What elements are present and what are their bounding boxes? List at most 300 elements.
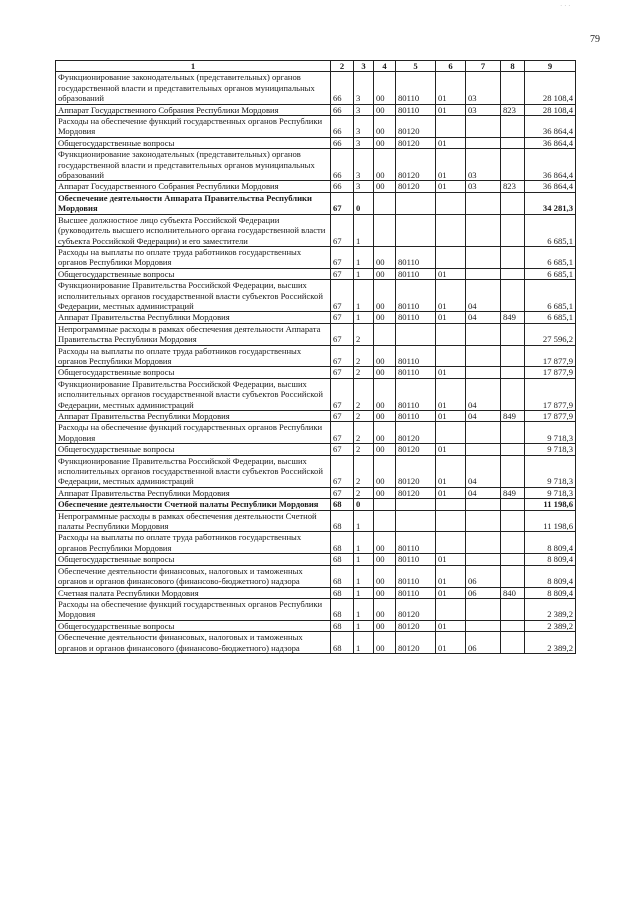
- amount-cell: 36 864,4: [525, 149, 576, 181]
- code-subsection-cell: [466, 323, 501, 345]
- column-header: 2: [331, 61, 354, 72]
- code-program-cell: 3: [354, 137, 374, 148]
- code-admin-cell: 68: [331, 632, 354, 654]
- code-expense-type-cell: [501, 598, 525, 620]
- table-row: [56, 487, 576, 498]
- code-section-cell: 01: [436, 72, 466, 104]
- table-row: [56, 137, 576, 148]
- code-section-cell: [436, 214, 466, 246]
- item-name-cell: Общегосударственные вопросы: [56, 367, 331, 378]
- code-section-cell: 01: [436, 280, 466, 312]
- code-subsection-cell: 06: [466, 587, 501, 598]
- code-target-cell: 80120: [396, 137, 436, 148]
- code-subprogram-cell: 00: [374, 268, 396, 279]
- code-section-cell: [436, 422, 466, 444]
- code-subprogram-cell: 00: [374, 280, 396, 312]
- code-subsection-cell: [466, 422, 501, 444]
- code-subprogram-cell: 00: [374, 149, 396, 181]
- budget-table: [55, 60, 576, 654]
- table-row: [56, 632, 576, 654]
- amount-cell: 9 718,3: [525, 487, 576, 498]
- code-expense-type-cell: [501, 378, 525, 410]
- code-section-cell: 01: [436, 149, 466, 181]
- code-program-cell: 1: [354, 632, 374, 654]
- item-name-cell: Высшее должностное лицо субъекта Российской Федерации (руководитель высшего исполнительного органа государственной власти субъекта Российской Федерации) и его заместители: [56, 214, 331, 246]
- code-subsection-cell: 04: [466, 312, 501, 323]
- code-admin-cell: 66: [331, 72, 354, 104]
- code-subprogram-cell: 00: [374, 444, 396, 455]
- code-program-cell: 2: [354, 411, 374, 422]
- code-expense-type-cell: [501, 444, 525, 455]
- code-program-cell: 0: [354, 192, 374, 214]
- table-row: [56, 587, 576, 598]
- amount-cell: 36 864,4: [525, 116, 576, 138]
- code-admin-cell: 68: [331, 620, 354, 631]
- code-target-cell: 80110: [396, 268, 436, 279]
- amount-cell: 11 198,6: [525, 510, 576, 532]
- table-row: [56, 214, 576, 246]
- code-section-cell: 01: [436, 620, 466, 631]
- code-subprogram-cell: 00: [374, 598, 396, 620]
- code-expense-type-cell: [501, 367, 525, 378]
- code-expense-type-cell: [501, 214, 525, 246]
- code-program-cell: 2: [354, 367, 374, 378]
- code-subprogram-cell: 00: [374, 137, 396, 148]
- amount-cell: 6 685,1: [525, 280, 576, 312]
- code-subprogram-cell: 00: [374, 246, 396, 268]
- code-subprogram-cell: [374, 192, 396, 214]
- code-section-cell: 01: [436, 444, 466, 455]
- code-admin-cell: 66: [331, 137, 354, 148]
- code-target-cell: 80110: [396, 246, 436, 268]
- code-subsection-cell: [466, 444, 501, 455]
- table-row: [56, 323, 576, 345]
- code-expense-type-cell: 849: [501, 487, 525, 498]
- code-admin-cell: 68: [331, 510, 354, 532]
- table-row: [56, 280, 576, 312]
- code-subsection-cell: 04: [466, 378, 501, 410]
- item-name-cell: Функционирование законодательных (представительных) органов государственной власти и представительных органов муниципальных образований: [56, 72, 331, 104]
- item-name-cell: Обеспечение деятельности Счетной палаты Республики Мордовия: [56, 499, 331, 510]
- table-row: [56, 345, 576, 367]
- column-header: 4: [374, 61, 396, 72]
- code-expense-type-cell: [501, 532, 525, 554]
- code-section-cell: [436, 246, 466, 268]
- table-row: [56, 532, 576, 554]
- code-target-cell: [396, 323, 436, 345]
- code-target-cell: 80110: [396, 565, 436, 587]
- item-name-cell: Функционирование законодательных (представительных) органов государственной власти и представительных органов муниципальных образований: [56, 149, 331, 181]
- code-program-cell: 1: [354, 620, 374, 631]
- code-admin-cell: 68: [331, 565, 354, 587]
- code-admin-cell: 67: [331, 214, 354, 246]
- code-expense-type-cell: [501, 268, 525, 279]
- table-row: [56, 72, 576, 104]
- code-subsection-cell: 04: [466, 455, 501, 487]
- header-row: [56, 61, 576, 72]
- code-expense-type-cell: 823: [501, 104, 525, 115]
- code-program-cell: 3: [354, 72, 374, 104]
- table-row: [56, 367, 576, 378]
- table-row: [56, 116, 576, 138]
- code-section-cell: 01: [436, 268, 466, 279]
- code-subsection-cell: [466, 554, 501, 565]
- item-name-cell: Расходы на выплаты по оплате труда работников государственных органов Республики Мордовия: [56, 532, 331, 554]
- code-expense-type-cell: [501, 499, 525, 510]
- code-section-cell: [436, 116, 466, 138]
- code-expense-type-cell: [501, 422, 525, 444]
- code-target-cell: 80110: [396, 312, 436, 323]
- item-name-cell: Аппарат Правительства Республики Мордовия: [56, 411, 331, 422]
- code-section-cell: 01: [436, 565, 466, 587]
- code-admin-cell: 66: [331, 149, 354, 181]
- code-subprogram-cell: 00: [374, 116, 396, 138]
- code-program-cell: 3: [354, 116, 374, 138]
- item-name-cell: Счетная палата Республики Мордовия: [56, 587, 331, 598]
- code-program-cell: 1: [354, 587, 374, 598]
- code-expense-type-cell: 823: [501, 181, 525, 192]
- item-name-cell: Общегосударственные вопросы: [56, 444, 331, 455]
- code-section-cell: 01: [436, 104, 466, 115]
- amount-cell: 28 108,4: [525, 104, 576, 115]
- item-name-cell: Общегосударственные вопросы: [56, 268, 331, 279]
- code-subsection-cell: 04: [466, 280, 501, 312]
- code-target-cell: 80120: [396, 632, 436, 654]
- code-subsection-cell: [466, 345, 501, 367]
- code-admin-cell: 67: [331, 268, 354, 279]
- code-expense-type-cell: [501, 620, 525, 631]
- item-name-cell: Общегосударственные вопросы: [56, 554, 331, 565]
- code-program-cell: 2: [354, 345, 374, 367]
- amount-cell: 9 718,3: [525, 444, 576, 455]
- code-subsection-cell: 04: [466, 411, 501, 422]
- code-subsection-cell: 06: [466, 632, 501, 654]
- code-section-cell: 01: [436, 554, 466, 565]
- code-subprogram-cell: 00: [374, 587, 396, 598]
- code-subsection-cell: [466, 192, 501, 214]
- code-expense-type-cell: [501, 632, 525, 654]
- code-admin-cell: 66: [331, 181, 354, 192]
- amount-cell: 2 389,2: [525, 598, 576, 620]
- amount-cell: 8 809,4: [525, 554, 576, 565]
- code-admin-cell: 68: [331, 598, 354, 620]
- code-program-cell: 1: [354, 214, 374, 246]
- code-subprogram-cell: 00: [374, 181, 396, 192]
- table-row: [56, 444, 576, 455]
- column-header: 5: [396, 61, 436, 72]
- code-expense-type-cell: 849: [501, 411, 525, 422]
- code-program-cell: 2: [354, 455, 374, 487]
- code-expense-type-cell: [501, 345, 525, 367]
- table-row: [56, 411, 576, 422]
- item-name-cell: Аппарат Правительства Республики Мордовия: [56, 487, 331, 498]
- code-subprogram-cell: 00: [374, 411, 396, 422]
- code-subprogram-cell: 00: [374, 455, 396, 487]
- code-admin-cell: 67: [331, 312, 354, 323]
- code-target-cell: 80110: [396, 378, 436, 410]
- item-name-cell: Обеспечение деятельности финансовых, налоговых и таможенных органов и органов финансового (финансово-бюджетного) надзора: [56, 632, 331, 654]
- item-name-cell: Аппарат Государственного Собрания Республики Мордовия: [56, 104, 331, 115]
- code-program-cell: 3: [354, 149, 374, 181]
- code-admin-cell: 67: [331, 444, 354, 455]
- item-name-cell: Расходы на обеспечение функций государственных органов Республики Мордовия: [56, 598, 331, 620]
- amount-cell: 17 877,9: [525, 345, 576, 367]
- code-target-cell: 80110: [396, 532, 436, 554]
- code-expense-type-cell: [501, 72, 525, 104]
- code-section-cell: [436, 345, 466, 367]
- code-admin-cell: 67: [331, 411, 354, 422]
- code-admin-cell: 67: [331, 487, 354, 498]
- table-row: [56, 149, 576, 181]
- table-row: [56, 378, 576, 410]
- code-subprogram-cell: 00: [374, 104, 396, 115]
- table-row: [56, 268, 576, 279]
- item-name-cell: Расходы на обеспечение функций государственных органов Республики Мордовия: [56, 422, 331, 444]
- code-admin-cell: 67: [331, 280, 354, 312]
- code-target-cell: 80110: [396, 411, 436, 422]
- amount-cell: 17 877,9: [525, 367, 576, 378]
- code-program-cell: 1: [354, 246, 374, 268]
- code-program-cell: 1: [354, 280, 374, 312]
- code-subsection-cell: 06: [466, 565, 501, 587]
- table-body: [56, 72, 576, 654]
- code-section-cell: 01: [436, 455, 466, 487]
- amount-cell: 9 718,3: [525, 455, 576, 487]
- amount-cell: 6 685,1: [525, 246, 576, 268]
- code-program-cell: 2: [354, 323, 374, 345]
- code-admin-cell: 67: [331, 192, 354, 214]
- table-row: [56, 620, 576, 631]
- code-subprogram-cell: 00: [374, 565, 396, 587]
- code-subprogram-cell: [374, 499, 396, 510]
- corner-mark: · · ·: [560, 2, 571, 10]
- code-target-cell: 80120: [396, 116, 436, 138]
- code-target-cell: 80110: [396, 367, 436, 378]
- code-expense-type-cell: [501, 137, 525, 148]
- item-name-cell: Непрограммные расходы в рамках обеспечения деятельности Счетной палаты Республики Мордовия: [56, 510, 331, 532]
- code-target-cell: 80120: [396, 149, 436, 181]
- table-row: [56, 312, 576, 323]
- code-subprogram-cell: 00: [374, 345, 396, 367]
- amount-cell: 36 864,4: [525, 137, 576, 148]
- code-section-cell: [436, 499, 466, 510]
- code-expense-type-cell: [501, 149, 525, 181]
- table-row: [56, 104, 576, 115]
- code-subprogram-cell: 00: [374, 422, 396, 444]
- code-admin-cell: 68: [331, 587, 354, 598]
- column-header: 7: [466, 61, 501, 72]
- code-expense-type-cell: [501, 192, 525, 214]
- code-subprogram-cell: [374, 510, 396, 532]
- item-name-cell: Расходы на выплаты по оплате труда работников государственных органов Республики Мордовия: [56, 246, 331, 268]
- code-subsection-cell: [466, 246, 501, 268]
- code-program-cell: 1: [354, 554, 374, 565]
- amount-cell: 6 685,1: [525, 312, 576, 323]
- code-admin-cell: 68: [331, 499, 354, 510]
- code-target-cell: [396, 499, 436, 510]
- code-subprogram-cell: 00: [374, 554, 396, 565]
- item-name-cell: Непрограммные расходы в рамках обеспечения деятельности Аппарата Правительства Республики Мордовия: [56, 323, 331, 345]
- item-name-cell: Расходы на выплаты по оплате труда работников государственных органов Республики Мордовия: [56, 345, 331, 367]
- code-target-cell: [396, 214, 436, 246]
- code-target-cell: 80120: [396, 598, 436, 620]
- amount-cell: 2 389,2: [525, 620, 576, 631]
- table-row: [56, 192, 576, 214]
- code-subprogram-cell: 00: [374, 487, 396, 498]
- code-expense-type-cell: [501, 116, 525, 138]
- code-subsection-cell: [466, 532, 501, 554]
- code-subprogram-cell: 00: [374, 620, 396, 631]
- code-subprogram-cell: 00: [374, 532, 396, 554]
- code-admin-cell: 67: [331, 378, 354, 410]
- code-admin-cell: 67: [331, 246, 354, 268]
- code-admin-cell: 67: [331, 455, 354, 487]
- amount-cell: 34 281,3: [525, 192, 576, 214]
- code-target-cell: 80110: [396, 554, 436, 565]
- table-row: [56, 499, 576, 510]
- column-header: 8: [501, 61, 525, 72]
- code-target-cell: 80120: [396, 181, 436, 192]
- code-expense-type-cell: 840: [501, 587, 525, 598]
- code-subsection-cell: [466, 214, 501, 246]
- item-name-cell: Функционирование Правительства Российской Федерации, высших исполнительных органов государственной власти субъектов Российской Федерации, местных администраций: [56, 455, 331, 487]
- item-name-cell: Общегосударственные вопросы: [56, 137, 331, 148]
- page-number: 79: [590, 34, 600, 45]
- code-subprogram-cell: 00: [374, 378, 396, 410]
- code-target-cell: [396, 192, 436, 214]
- code-target-cell: 80110: [396, 345, 436, 367]
- item-name-cell: Функционирование Правительства Российской Федерации, высших исполнительных органов государственной власти субъектов Российской Федерации, местных администраций: [56, 280, 331, 312]
- code-expense-type-cell: [501, 554, 525, 565]
- code-target-cell: 80120: [396, 620, 436, 631]
- code-program-cell: 0: [354, 499, 374, 510]
- code-subsection-cell: 04: [466, 487, 501, 498]
- item-name-cell: Обеспечение деятельности Аппарата Правительства Республики Мордовия: [56, 192, 331, 214]
- code-program-cell: 1: [354, 312, 374, 323]
- code-subprogram-cell: [374, 214, 396, 246]
- code-program-cell: 2: [354, 378, 374, 410]
- code-subsection-cell: [466, 499, 501, 510]
- code-section-cell: 01: [436, 632, 466, 654]
- code-program-cell: 1: [354, 532, 374, 554]
- table-row: [56, 554, 576, 565]
- amount-cell: 6 685,1: [525, 268, 576, 279]
- column-header: 6: [436, 61, 466, 72]
- table-row: [56, 565, 576, 587]
- amount-cell: 8 809,4: [525, 587, 576, 598]
- code-admin-cell: 68: [331, 554, 354, 565]
- code-subsection-cell: [466, 268, 501, 279]
- code-section-cell: 01: [436, 487, 466, 498]
- code-program-cell: 1: [354, 510, 374, 532]
- code-subsection-cell: [466, 598, 501, 620]
- code-target-cell: 80110: [396, 280, 436, 312]
- amount-cell: 27 596,2: [525, 323, 576, 345]
- code-program-cell: 2: [354, 444, 374, 455]
- code-program-cell: 1: [354, 565, 374, 587]
- code-program-cell: 2: [354, 487, 374, 498]
- code-expense-type-cell: [501, 455, 525, 487]
- item-name-cell: Аппарат Государственного Собрания Республики Мордовия: [56, 181, 331, 192]
- code-section-cell: [436, 323, 466, 345]
- table-row: [56, 246, 576, 268]
- item-name-cell: Обеспечение деятельности финансовых, налоговых и таможенных органов и органов финансового (финансово-бюджетного) надзора: [56, 565, 331, 587]
- column-header: 3: [354, 61, 374, 72]
- code-section-cell: 01: [436, 367, 466, 378]
- code-target-cell: [396, 510, 436, 532]
- code-subsection-cell: [466, 116, 501, 138]
- code-expense-type-cell: [501, 280, 525, 312]
- code-program-cell: 1: [354, 598, 374, 620]
- code-subprogram-cell: 00: [374, 72, 396, 104]
- code-section-cell: [436, 510, 466, 532]
- code-subprogram-cell: 00: [374, 632, 396, 654]
- code-subsection-cell: [466, 367, 501, 378]
- amount-cell: 28 108,4: [525, 72, 576, 104]
- table-row: [56, 455, 576, 487]
- amount-cell: 8 809,4: [525, 565, 576, 587]
- code-admin-cell: 67: [331, 323, 354, 345]
- code-section-cell: 01: [436, 181, 466, 192]
- item-name-cell: Общегосударственные вопросы: [56, 620, 331, 631]
- code-section-cell: 01: [436, 587, 466, 598]
- code-program-cell: 1: [354, 268, 374, 279]
- code-section-cell: 01: [436, 378, 466, 410]
- amount-cell: 36 864,4: [525, 181, 576, 192]
- amount-cell: 6 685,1: [525, 214, 576, 246]
- code-subsection-cell: 03: [466, 104, 501, 115]
- code-section-cell: [436, 532, 466, 554]
- code-expense-type-cell: [501, 323, 525, 345]
- amount-cell: 2 389,2: [525, 632, 576, 654]
- amount-cell: 11 198,6: [525, 499, 576, 510]
- table-row: [56, 598, 576, 620]
- column-header: 1: [56, 61, 331, 72]
- code-target-cell: 80110: [396, 104, 436, 115]
- code-section-cell: 01: [436, 312, 466, 323]
- code-subsection-cell: [466, 137, 501, 148]
- code-expense-type-cell: [501, 565, 525, 587]
- code-target-cell: 80120: [396, 422, 436, 444]
- item-name-cell: Расходы на обеспечение функций государственных органов Республики Мордовия: [56, 116, 331, 138]
- code-section-cell: [436, 192, 466, 214]
- code-admin-cell: 66: [331, 116, 354, 138]
- code-expense-type-cell: 849: [501, 312, 525, 323]
- code-target-cell: 80120: [396, 444, 436, 455]
- amount-cell: 17 877,9: [525, 378, 576, 410]
- code-expense-type-cell: [501, 246, 525, 268]
- code-admin-cell: 66: [331, 104, 354, 115]
- table-row: [56, 510, 576, 532]
- amount-cell: 9 718,3: [525, 422, 576, 444]
- code-admin-cell: 67: [331, 367, 354, 378]
- table-row: [56, 422, 576, 444]
- item-name-cell: Аппарат Правительства Республики Мордовия: [56, 312, 331, 323]
- code-program-cell: 2: [354, 422, 374, 444]
- code-admin-cell: 67: [331, 345, 354, 367]
- code-subsection-cell: 03: [466, 72, 501, 104]
- code-expense-type-cell: [501, 510, 525, 532]
- code-subprogram-cell: 00: [374, 312, 396, 323]
- code-section-cell: 01: [436, 137, 466, 148]
- code-target-cell: 80120: [396, 487, 436, 498]
- table-row: [56, 181, 576, 192]
- code-section-cell: 01: [436, 411, 466, 422]
- code-subsection-cell: [466, 510, 501, 532]
- amount-cell: 8 809,4: [525, 532, 576, 554]
- code-subsection-cell: 03: [466, 181, 501, 192]
- code-subprogram-cell: [374, 323, 396, 345]
